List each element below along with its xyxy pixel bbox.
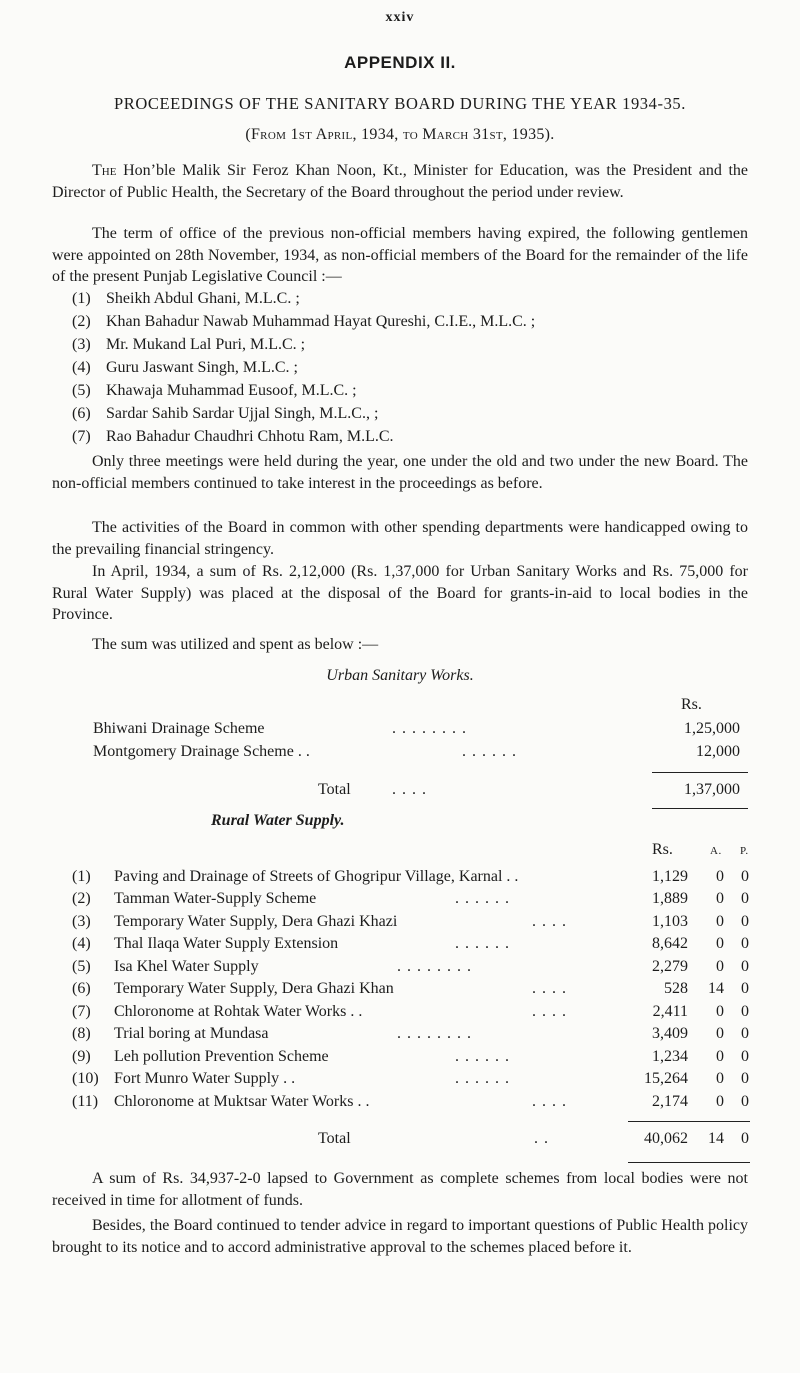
document-title: PROCEEDINGS OF THE SANITARY BOARD DURING THE YEAR 1934-35. [113, 94, 687, 113]
lapsed-paragraph [52, 1168, 748, 1211]
leader-dots: . . . . . . . . [397, 958, 472, 975]
list-item: (6) Sardar Sahib Sardar Ujjal Singh, M.L.C., ; [72, 405, 379, 422]
rural-rs: 1,889 [652, 890, 688, 907]
rural-rs: 1,103 [652, 913, 688, 930]
rural-rs-header: Rs. [652, 841, 673, 858]
list-item: (2) Khan Bahadur Nawab Muhammad Hayat Qureshi, C.I.E., M.L.C. ; [72, 313, 536, 330]
rural-p: 0 [741, 1003, 749, 1020]
rural-p: 0 [741, 935, 749, 952]
meetings-paragraph [52, 451, 748, 494]
urban-item-amount: 12,000 [696, 743, 740, 760]
rural-p: 0 [741, 1025, 749, 1042]
activities-text: The activities of the Board in common with other spending departments were handicapped owing to the prevailing financial stringency. [52, 519, 748, 558]
rural-a: 0 [716, 935, 724, 952]
leader-dots: . . . . . . [455, 1070, 510, 1087]
rural-rs: 2,174 [652, 1093, 688, 1110]
subtotal-rule [628, 1121, 750, 1122]
meetings-text: Only three meetings were held during the year, one under the old and two under the new Board. The non-official members continued to take interest in the proceedings as before. [52, 453, 748, 492]
leader-dots: . . . . [392, 781, 427, 798]
leader-dots: . . . . . . . . [397, 1025, 472, 1042]
leader-dots: . . [534, 1130, 549, 1147]
table-row: (2) Tamman Water-Supply Scheme [72, 890, 317, 907]
rural-rs: 1,129 [652, 868, 688, 885]
rural-a: 0 [716, 1003, 724, 1020]
advice-paragraph [52, 1215, 748, 1258]
rural-heading: Rural Water Supply. [211, 812, 345, 829]
list-item: (7) Rao Bahadur Chaudhri Chhotu Ram, M.L.C. [72, 428, 394, 445]
rural-p: 0 [741, 958, 749, 975]
rural-total-label: Total [318, 1130, 351, 1147]
leader-dots: . . . . [532, 980, 567, 997]
leader-dots: . . . . [532, 1093, 567, 1110]
spent-text: The sum was utilized and spent as below :— [92, 636, 379, 653]
rural-a: 0 [716, 890, 724, 907]
leader-dots: . . . . [532, 913, 567, 930]
rural-a: 14 [708, 980, 724, 997]
leader-dots: . . . . . . [455, 935, 510, 952]
table-row: (5) Isa Khel Water Supply [72, 958, 259, 975]
table-row: (3) Temporary Water Supply, Dera Ghazi Khazi [72, 913, 398, 930]
total-rule [628, 1162, 750, 1163]
lead-word: The [92, 162, 117, 179]
list-item: (3) Mr. Mukand Lal Puri, M.L.C. ; [72, 336, 306, 353]
rural-rs: 8,642 [652, 935, 688, 952]
leader-dots: . . . . . . [455, 1048, 510, 1065]
rural-total-a: 14 [708, 1130, 724, 1147]
rural-a: 0 [716, 1025, 724, 1042]
appendix-heading: APPENDIX II. [344, 53, 456, 72]
appointment-paragraph [52, 223, 748, 288]
rural-p: 0 [741, 1048, 749, 1065]
intro-paragraph [52, 160, 748, 203]
rural-rs: 2,279 [652, 958, 688, 975]
rural-a: 0 [716, 958, 724, 975]
table-row: (9) Leh pollution Prevention Scheme [72, 1048, 329, 1065]
table-row: (7) Chloronome at Rohtak Water Works . . [72, 1003, 363, 1020]
appointment-text: The term of office of the previous non-official members having expired, the following gentlemen were appointed on 28th November, 1934, as non-official members of the Board for the remainder of the life of the present Punjab Legislative Council :— [52, 225, 748, 285]
advice-text: Besides, the Board continued to tender advice in regard to important questions of Public Health policy brought to its notice and to accord administrative approval to the schemes placed before it. [52, 1217, 748, 1256]
rural-rs: 15,264 [644, 1070, 688, 1087]
rural-a: 0 [716, 868, 724, 885]
grant-text: In April, 1934, a sum of Rs. 2,12,000 (Rs. 1,37,000 for Urban Sanitary Works and Rs. 75,000 for Rural Water Supply) was placed at the disposal of the Board for grants-in-aid to local bodies in the Province. [52, 563, 748, 623]
table-row: (8) Trial boring at Mundasa [72, 1025, 269, 1042]
lapsed-text: A sum of Rs. 34,937-2-0 lapsed to Government as complete schemes from local bodies were not received in time for allotment of funds. [52, 1170, 748, 1209]
list-item: (1) Sheikh Abdul Ghani, M.L.C. ; [72, 290, 300, 307]
table-row: (11) Chloronome at Muktsar Water Works . . [72, 1093, 370, 1110]
rural-total-p: 0 [741, 1130, 749, 1147]
urban-total-label: Total [318, 781, 351, 798]
leader-dots: . . . . . . [455, 890, 510, 907]
table-row: (4) Thal Ilaqa Water Supply Extension [72, 935, 339, 952]
rural-rs: 1,234 [652, 1048, 688, 1065]
activities-paragraph [52, 517, 748, 560]
table-row: (1) Paving and Drainage of Streets of Ghogripur Village, Karnal . . [72, 868, 519, 885]
rural-rs: 3,409 [652, 1025, 688, 1042]
members-list [72, 287, 535, 448]
total-rule [652, 808, 748, 809]
urban-item-amount: 1,25,000 [684, 720, 740, 737]
rural-a: 0 [716, 1093, 724, 1110]
rural-a: 0 [716, 913, 724, 930]
president-text: Hon’ble Malik Sir Feroz Khan Noon, Kt., Minister for Education, was the President and the Director of Public Health, the Secretary of the Board throughout the period under review. [52, 162, 749, 201]
leader-dots: . . . . . . [462, 743, 517, 760]
rural-rs: 528 [664, 980, 688, 997]
list-item: (5) Khawaja Muhammad Eusoof, M.L.C. ; [72, 382, 357, 399]
grant-paragraph [52, 561, 748, 626]
rural-p: 0 [741, 890, 749, 907]
subtotal-rule [652, 772, 748, 773]
urban-item-name: Bhiwani Drainage Scheme [93, 720, 265, 737]
urban-currency-header: Rs. [681, 696, 702, 713]
page-number: xxiv [385, 10, 415, 25]
rural-annas-header: A. [710, 845, 722, 857]
urban-heading: Urban Sanitary Works. [326, 667, 474, 684]
spent-paragraph [52, 634, 748, 656]
rural-p: 0 [741, 913, 749, 930]
leader-dots: . . . . [532, 1003, 567, 1020]
rural-total-rs: 40,062 [644, 1130, 688, 1147]
rural-a: 0 [716, 1048, 724, 1065]
rural-p: 0 [741, 868, 749, 885]
rural-a: 0 [716, 1070, 724, 1087]
urban-total-amount: 1,37,000 [684, 781, 740, 798]
urban-item-name: Montgomery Drainage Scheme . . [93, 743, 310, 760]
rural-p: 0 [741, 1070, 749, 1087]
list-item: (4) Guru Jaswant Singh, M.L.C. ; [72, 359, 298, 376]
table-row: (10) Fort Munro Water Supply . . [72, 1070, 296, 1087]
leader-dots: . . . . . . . . [392, 720, 467, 737]
rural-p: 0 [741, 980, 749, 997]
rural-p: 0 [741, 1093, 749, 1110]
period-subtitle: (From 1st April, 1934, to March 31st, 1935). [245, 126, 555, 143]
rural-pies-header: P. [740, 845, 749, 857]
rural-rs: 2,411 [652, 1003, 688, 1020]
table-row: (6) Temporary Water Supply, Dera Ghazi Khan [72, 980, 394, 997]
